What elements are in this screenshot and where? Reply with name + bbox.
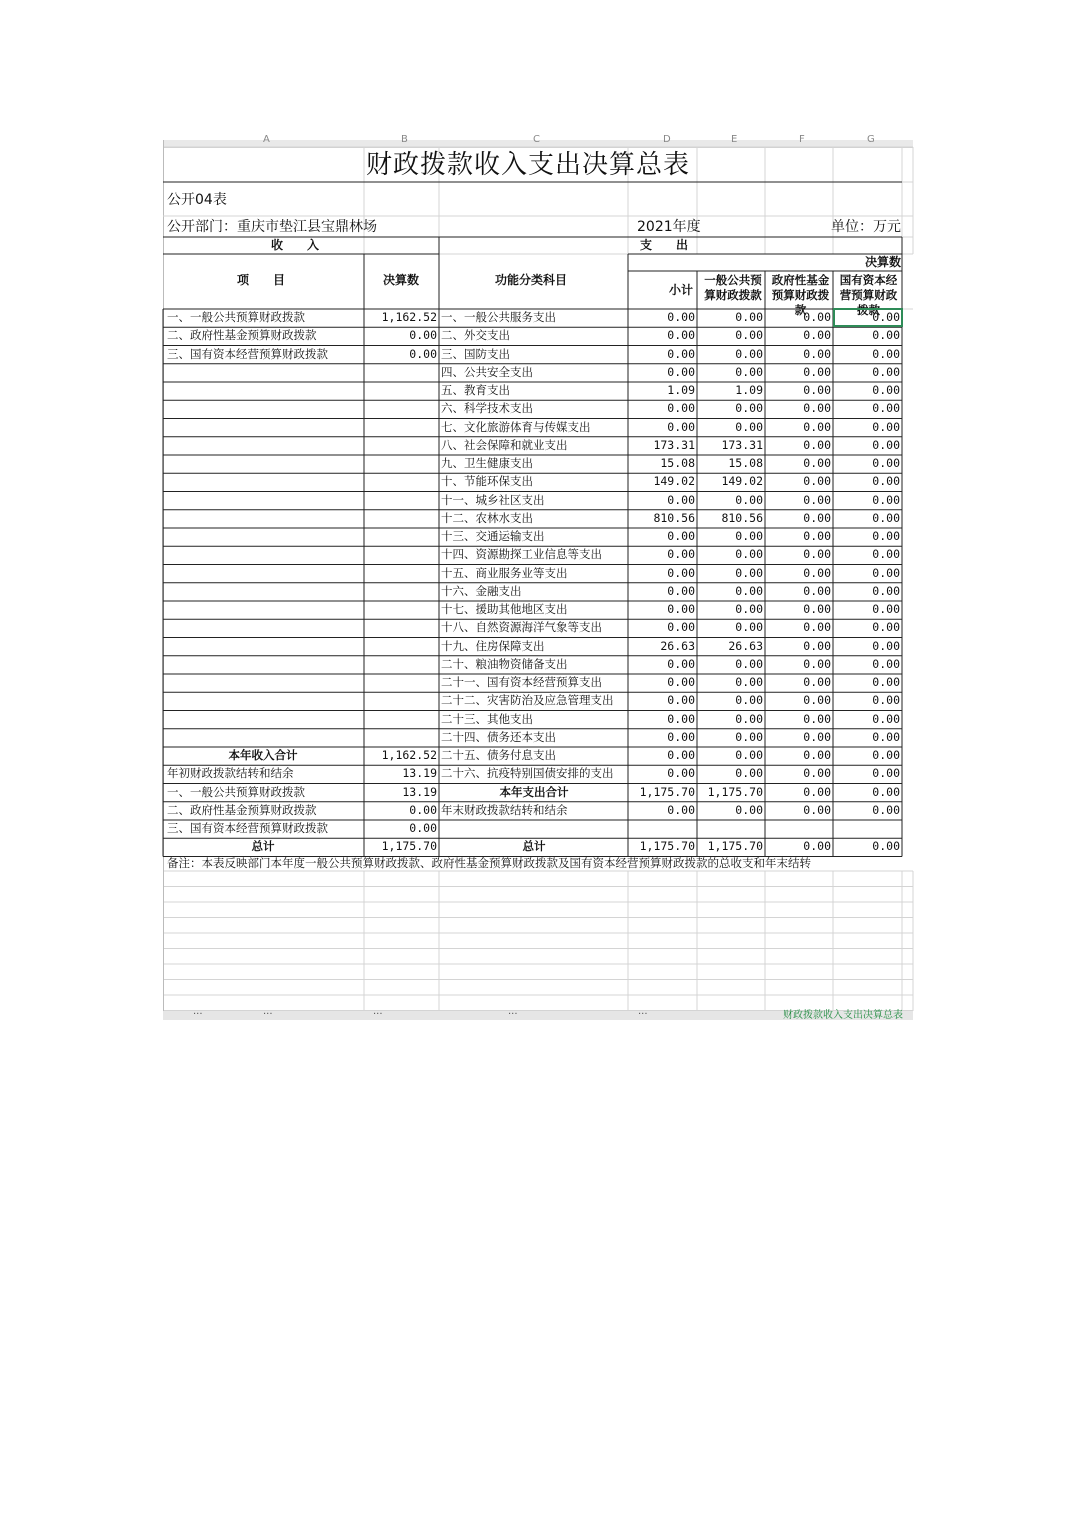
state-capital-amount: 0.00 xyxy=(872,565,900,580)
gov-fund-amount: 0.00 xyxy=(803,675,831,689)
expense-item: 二十一、国有资本经营预算支出 xyxy=(441,675,602,689)
gov-fund-amount: 0.00 xyxy=(803,474,831,489)
general-budget-amount: 15.08 xyxy=(728,456,763,470)
general-budget-amount: 0.00 xyxy=(735,711,763,726)
expense-item: 十六、金融支出 xyxy=(441,583,522,598)
selected-cell[interactable] xyxy=(833,308,903,327)
state-capital-amount: 0.00 xyxy=(872,383,900,397)
state-capital-amount: 0.00 xyxy=(872,839,900,854)
state-capital-amount: 0.00 xyxy=(872,510,900,525)
general-budget-amount: 0.00 xyxy=(735,565,763,580)
expense-subtotal: 149.02 xyxy=(653,474,695,489)
income-amount: 0.00 xyxy=(409,821,437,835)
gov-fund-amount: 0.00 xyxy=(803,766,831,781)
expense-subtotal: 0.00 xyxy=(667,656,695,671)
expense-subtotal: 0.00 xyxy=(667,766,695,781)
general-budget-amount: 0.00 xyxy=(735,602,763,616)
expense-item: 年末财政拨款结转和结余 xyxy=(441,802,568,817)
state-capital-amount: 0.00 xyxy=(872,346,900,361)
gov-fund-amount: 0.00 xyxy=(803,748,831,762)
gov-fund-amount: 0.00 xyxy=(803,456,831,470)
income-item: 二、政府性基金预算财政拨款 xyxy=(167,328,317,343)
state-capital-amount: 0.00 xyxy=(872,310,900,324)
income-item: 二、政府性基金预算财政拨款 xyxy=(167,802,317,817)
expense-item: 二十二、灾害防治及应急管理支出 xyxy=(441,693,614,708)
expense-subtotal: 1,175.70 xyxy=(639,839,695,854)
gov-fund-amount: 0.00 xyxy=(803,492,831,507)
general-budget-amount: 0.00 xyxy=(735,346,763,361)
state-capital-amount: 0.00 xyxy=(872,419,900,434)
general-budget-amount: 1,175.70 xyxy=(707,839,763,854)
gov-fund-amount: 0.00 xyxy=(803,328,831,343)
expense-subtotal: 0.00 xyxy=(667,529,695,543)
expense-item: 十三、交通运输支出 xyxy=(441,529,545,543)
sheet-tab[interactable]: ... xyxy=(263,1006,273,1017)
sheet-title: 财政拨款收入支出决算总表 xyxy=(366,150,691,180)
general-budget-amount: 26.63 xyxy=(728,638,763,653)
expense-subtotal: 0.00 xyxy=(667,401,695,416)
gov-fund-amount: 0.00 xyxy=(803,419,831,434)
expense-subtotal: 0.00 xyxy=(667,675,695,689)
state-capital-amount: 0.00 xyxy=(872,437,900,452)
general-budget-amount: 0.00 xyxy=(735,766,763,781)
gov-fund-amount: 0.00 xyxy=(803,656,831,671)
state-capital-amount: 0.00 xyxy=(872,364,900,379)
expense-item: 二十六、抗疫特别国债安排的支出 xyxy=(441,766,614,781)
column-letter[interactable]: E xyxy=(731,134,738,145)
expense-item: 八、社会保障和就业支出 xyxy=(441,437,568,452)
expense-subtotal: 15.08 xyxy=(660,456,695,470)
general-budget-amount: 0.00 xyxy=(735,310,763,324)
expense-subtotal: 0.00 xyxy=(667,310,695,324)
gov-fund-amount: 0.00 xyxy=(803,310,831,324)
income-amount: 13.19 xyxy=(402,766,437,781)
expense-item: 二十三、其他支出 xyxy=(441,711,533,726)
state-capital-amount: 0.00 xyxy=(872,711,900,726)
state-capital-amount: 0.00 xyxy=(872,401,900,416)
income-item: 一、一般公共预算财政拨款 xyxy=(167,310,305,324)
column-letter[interactable]: G xyxy=(867,134,875,145)
expense-subtotal: 0.00 xyxy=(667,729,695,744)
column-header-bar xyxy=(163,134,913,148)
expense-subtotal: 1,175.70 xyxy=(639,784,695,799)
state-capital-amount: 0.00 xyxy=(872,766,900,781)
state-capital-amount: 0.00 xyxy=(872,693,900,708)
gov-fund-amount: 0.00 xyxy=(803,693,831,708)
expense-subtotal: 0.00 xyxy=(667,802,695,817)
income-item: 三、国有资本经营预算财政拨款 xyxy=(167,346,328,361)
state-capital-amount: 0.00 xyxy=(872,729,900,744)
state-capital-amount: 0.00 xyxy=(872,328,900,343)
grid-lines xyxy=(163,140,913,1020)
gov-fund-amount: 0.00 xyxy=(803,364,831,379)
expense-item: 一、一般公共服务支出 xyxy=(441,310,556,324)
expense-subtotal: 0.00 xyxy=(667,547,695,562)
column-letter[interactable]: F xyxy=(799,134,805,145)
state-capital-amount: 0.00 xyxy=(872,474,900,489)
gov-fund-header: 政府性基金预算财政拨款 xyxy=(771,273,830,317)
state-capital-amount: 0.00 xyxy=(872,638,900,653)
gov-fund-amount: 0.00 xyxy=(803,565,831,580)
general-budget-amount: 0.00 xyxy=(735,401,763,416)
general-budget-amount: 0.00 xyxy=(735,492,763,507)
income-header: 收 入 xyxy=(271,238,320,252)
expense-item: 十二、农林水支出 xyxy=(441,510,533,525)
state-capital-amount: 0.00 xyxy=(872,748,900,762)
expense-item: 本年支出合计 xyxy=(499,784,569,799)
income-item: 三、国有资本经营预算财政拨款 xyxy=(167,821,328,835)
unit-label: 单位：万元 xyxy=(831,219,901,235)
expense-subtotal: 0.00 xyxy=(667,565,695,580)
sheet-tab[interactable]: 财政拨款收入支出决算总表 xyxy=(783,1010,903,1021)
expense-item: 十、节能环保支出 xyxy=(441,474,533,489)
general-budget-amount: 1,175.70 xyxy=(707,784,763,799)
gov-fund-amount: 0.00 xyxy=(803,383,831,397)
expense-subtotal: 173.31 xyxy=(653,437,695,452)
state-capital-amount: 0.00 xyxy=(872,784,900,799)
footnote: 备注：本表反映部门本年度一般公共预算财政拨款、政府性基金预算财政拨款及国有资本经营预算财政拨款的总收支和年末结转 xyxy=(167,856,811,870)
gov-fund-amount: 0.00 xyxy=(803,437,831,452)
form-number: 公开04表 xyxy=(167,192,227,208)
income-item: 年初财政拨款结转和结余 xyxy=(167,766,294,781)
expense-item: 五、教育支出 xyxy=(441,383,510,397)
gov-fund-amount: 0.00 xyxy=(803,602,831,616)
expense-subtotal: 1.09 xyxy=(667,383,695,397)
state-capital-amount: 0.00 xyxy=(872,656,900,671)
column-letter[interactable]: B xyxy=(401,134,408,145)
income-amount: 13.19 xyxy=(402,784,437,799)
gov-fund-amount: 0.00 xyxy=(803,711,831,726)
general-budget-amount: 0.00 xyxy=(735,529,763,543)
gov-fund-amount: 0.00 xyxy=(803,784,831,799)
income-amount: 0.00 xyxy=(409,802,437,817)
expense-subtotal: 810.56 xyxy=(653,510,695,525)
income-item: 一、一般公共预算财政拨款 xyxy=(167,784,305,799)
general-budget-amount: 0.00 xyxy=(735,364,763,379)
expense-item: 二、外交支出 xyxy=(441,328,510,343)
expense-subtotal: 0.00 xyxy=(667,492,695,507)
gov-fund-amount: 0.00 xyxy=(803,529,831,543)
expense-subtotal: 0.00 xyxy=(667,346,695,361)
general-budget-amount: 0.00 xyxy=(735,620,763,635)
general-budget-amount: 0.00 xyxy=(735,748,763,762)
expense-subtotal: 0.00 xyxy=(667,711,695,726)
expense-subtotal: 0.00 xyxy=(667,620,695,635)
gov-fund-amount: 0.00 xyxy=(803,583,831,598)
expense-item: 六、科学技术支出 xyxy=(441,401,533,416)
state-capital-amount: 0.00 xyxy=(872,583,900,598)
state-capital-amount: 0.00 xyxy=(872,492,900,507)
expense-subtotal: 0.00 xyxy=(667,364,695,379)
expense-item: 十一、城乡社区支出 xyxy=(441,492,545,507)
state-capital-amount: 0.00 xyxy=(872,529,900,543)
expense-item: 二十、粮油物资储备支出 xyxy=(441,656,568,671)
sheet-tab-bar xyxy=(163,1006,913,1021)
expense-item: 十四、资源勘探工业信息等支出 xyxy=(441,547,602,562)
general-budget-amount: 0.00 xyxy=(735,693,763,708)
state-capital-header: 国有资本经营预算财政拨款 xyxy=(839,273,898,317)
expense-subtotal: 0.00 xyxy=(667,748,695,762)
expense-item: 三、国防支出 xyxy=(441,346,510,361)
expense-item: 十七、援助其他地区支出 xyxy=(441,602,568,616)
general-budget-header: 一般公共预算财政拨款 xyxy=(704,273,762,302)
general-budget-amount: 0.00 xyxy=(735,675,763,689)
state-capital-amount: 0.00 xyxy=(872,456,900,470)
expense-item: 十五、商业服务业等支出 xyxy=(441,565,568,580)
general-budget-amount: 0.00 xyxy=(735,802,763,817)
sheet-tab[interactable]: ... xyxy=(508,1006,518,1017)
general-budget-amount: 1.09 xyxy=(735,383,763,397)
gov-fund-amount: 0.00 xyxy=(803,839,831,854)
income-item: 总计 xyxy=(251,839,275,854)
column-letter[interactable]: C xyxy=(533,134,540,145)
general-budget-amount: 149.02 xyxy=(721,474,763,489)
department-label: 公开部门：重庆市垫江县宝鼎林场 xyxy=(167,219,377,235)
expense-subtotal: 0.00 xyxy=(667,328,695,343)
general-budget-amount: 0.00 xyxy=(735,656,763,671)
gov-fund-amount: 0.00 xyxy=(803,729,831,744)
expense-subtotal: 0.00 xyxy=(667,419,695,434)
sheet-tab[interactable]: ... xyxy=(193,1006,203,1017)
gov-fund-amount: 0.00 xyxy=(803,510,831,525)
state-capital-amount: 0.00 xyxy=(872,802,900,817)
general-budget-amount: 0.00 xyxy=(735,328,763,343)
expense-item: 二十五、债务付息支出 xyxy=(441,748,556,762)
gov-fund-amount: 0.00 xyxy=(803,401,831,416)
gov-fund-amount: 0.00 xyxy=(803,620,831,635)
expense-header: 支 出 xyxy=(640,238,689,252)
subtotal-header: 小计 xyxy=(669,283,694,297)
income-amount: 1,175.70 xyxy=(381,839,437,854)
gov-fund-amount: 0.00 xyxy=(803,638,831,653)
sheet-tab[interactable]: ... xyxy=(638,1006,648,1017)
amount-header: 决算数 xyxy=(383,273,420,287)
column-letter[interactable]: A xyxy=(263,134,270,145)
income-amount: 1,162.52 xyxy=(381,310,437,324)
general-budget-amount: 0.00 xyxy=(735,547,763,562)
expense-item: 七、文化旅游体育与传媒支出 xyxy=(441,419,591,434)
gov-fund-amount: 0.00 xyxy=(803,547,831,562)
income-amount: 0.00 xyxy=(409,328,437,343)
income-item: 本年收入合计 xyxy=(228,748,298,762)
state-capital-amount: 0.00 xyxy=(872,602,900,616)
expense-item: 十八、自然资源海洋气象等支出 xyxy=(441,620,602,635)
gov-fund-amount: 0.00 xyxy=(803,802,831,817)
state-capital-amount: 0.00 xyxy=(872,675,900,689)
sheet-tab[interactable]: ... xyxy=(373,1006,383,1017)
general-budget-amount: 0.00 xyxy=(735,419,763,434)
general-budget-amount: 810.56 xyxy=(721,510,763,525)
column-letter[interactable]: D xyxy=(663,134,671,145)
expense-item: 四、公共安全支出 xyxy=(441,364,533,379)
general-budget-amount: 0.00 xyxy=(735,729,763,744)
income-amount: 1,162.52 xyxy=(381,748,437,762)
item-header: 项 目 xyxy=(237,273,286,287)
fiscal-year: 2021年度 xyxy=(637,219,701,235)
expense-subtotal: 0.00 xyxy=(667,583,695,598)
expense-item: 总计 xyxy=(522,839,546,854)
expense-subtotal: 0.00 xyxy=(667,693,695,708)
function-header: 功能分类科目 xyxy=(495,273,568,287)
income-amount: 0.00 xyxy=(409,346,437,361)
spreadsheet xyxy=(163,134,913,1021)
general-budget-amount: 0.00 xyxy=(735,583,763,598)
expense-item: 十九、住房保障支出 xyxy=(441,638,545,653)
expense-item: 九、卫生健康支出 xyxy=(441,456,533,470)
expense-subtotal: 26.63 xyxy=(660,638,695,653)
final-amount-header: 决算数 xyxy=(864,255,901,269)
state-capital-amount: 0.00 xyxy=(872,547,900,562)
expense-item: 二十四、债务还本支出 xyxy=(441,729,556,744)
expense-subtotal: 0.00 xyxy=(667,602,695,616)
general-budget-amount: 173.31 xyxy=(721,437,763,452)
gov-fund-amount: 0.00 xyxy=(803,346,831,361)
state-capital-amount: 0.00 xyxy=(872,620,900,635)
